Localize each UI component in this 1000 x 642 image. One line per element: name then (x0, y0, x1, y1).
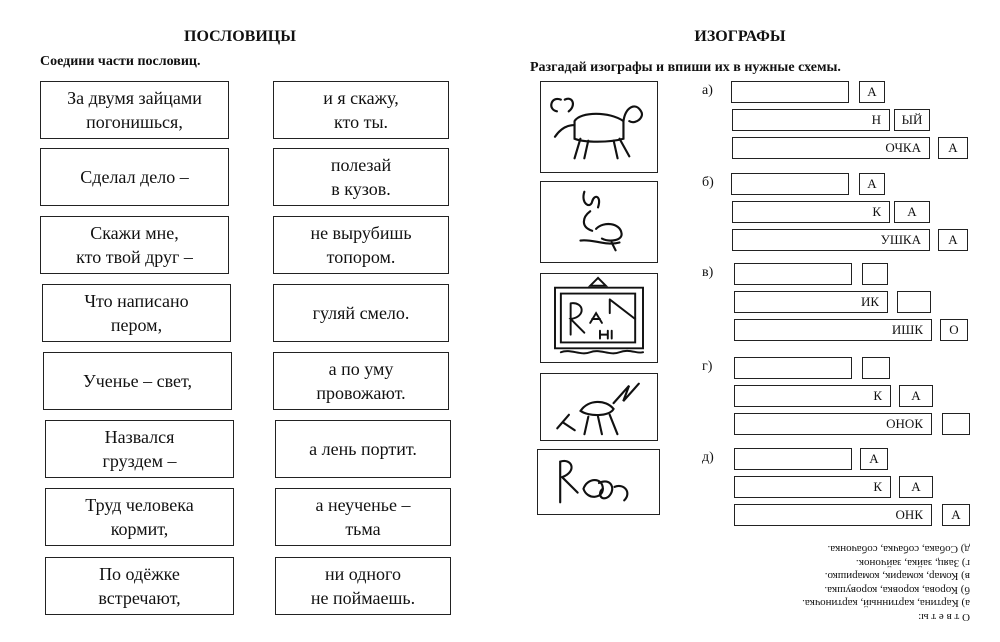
proverb-line: не вырубишь (310, 223, 412, 243)
isograph-letter-cell[interactable]: А (899, 385, 933, 407)
proverb-line: кормит, (110, 519, 169, 539)
isograph-answer-cell[interactable]: ИШК (734, 319, 932, 341)
proverb-right-part[interactable] (273, 216, 449, 274)
isograph-group-label: б) (702, 175, 714, 190)
proverb-line: гуляй смело. (312, 303, 410, 323)
hare-picture (540, 181, 658, 263)
proverb-right-part[interactable] (275, 557, 451, 615)
proverb-line: По одёжке (99, 564, 180, 584)
isograph-answer-cell[interactable]: К (734, 476, 891, 498)
proverb-line: пером, (110, 315, 163, 335)
isograph-letter-cell[interactable]: ЫЙ (894, 109, 930, 131)
proverb-left-part[interactable] (40, 148, 229, 206)
proverb-line: в кузов. (331, 179, 391, 199)
proverb-line: полезай (330, 155, 392, 175)
proverbs-instruction: Соедини части пословиц. (40, 54, 201, 69)
proverb-left-part[interactable] (40, 216, 229, 274)
isographs-title: ИЗОГРАФЫ (694, 28, 786, 45)
isograph-letter-cell[interactable]: А (938, 229, 968, 251)
proverb-line: погонишься, (86, 112, 183, 132)
proverb-left-part[interactable] (40, 81, 229, 139)
isograph-group-label: г) (702, 359, 713, 374)
proverb-right-part[interactable] (273, 284, 449, 342)
isograph-letter-cell[interactable]: А (859, 173, 885, 195)
proverb-line: кто твой друг – (76, 247, 193, 267)
isograph-answer-cell[interactable] (731, 81, 849, 103)
proverb-line: ни одного (325, 564, 401, 584)
proverb-line: а неученье – (315, 495, 411, 515)
proverb-right-part[interactable] (275, 488, 451, 546)
proverb-line: тьма (345, 519, 381, 539)
answer-line: б) Корова, коровка, коровушка. (824, 584, 970, 596)
answer-line: в) Комар, комарик, комаришко. (824, 570, 970, 583)
proverb-line: Скажи мне, (90, 223, 179, 243)
proverb-line: встречают, (98, 588, 181, 608)
proverb-line: Ученье – свет, (82, 371, 192, 391)
isograph-letter-cell[interactable] (897, 291, 931, 313)
proverb-right-part[interactable] (273, 81, 449, 139)
isograph-group-label: а) (702, 83, 713, 98)
isograph-answer-cell[interactable] (731, 173, 849, 195)
isograph-answer-cell[interactable] (734, 357, 852, 379)
isograph-answer-cell[interactable]: УШКА (732, 229, 930, 251)
answer-line: г) Заяц, зайка, зайчонок. (855, 557, 970, 569)
isograph-answer-cell[interactable]: Н (732, 109, 890, 131)
proverb-line: Что написано (84, 291, 189, 311)
mosquito-picture (540, 373, 658, 441)
proverb-left-part[interactable] (45, 420, 234, 478)
isograph-letter-cell[interactable]: А (859, 81, 885, 103)
dog-picture (540, 81, 658, 173)
proverb-left-part[interactable] (43, 352, 232, 410)
answer-line: д) Собака, собачка, собачонка. (827, 543, 970, 556)
isograph-letter-cell[interactable]: А (894, 201, 930, 223)
isograph-group-label: д) (702, 450, 714, 465)
isograph-answer-cell[interactable]: К (734, 385, 891, 407)
proverb-line: и я скажу, (323, 88, 399, 108)
proverb-line: топором. (326, 247, 396, 267)
isographs-instruction: Разгадай изографы и впиши их в нужные схемы. (530, 60, 841, 75)
proverb-line: а лень портит. (309, 439, 417, 459)
isograph-letter-cell[interactable]: А (860, 448, 888, 470)
isograph-letter-cell[interactable] (862, 357, 890, 379)
painting-picture (540, 273, 658, 363)
answer-line: а) Картина, картинный, картиночка. (802, 597, 970, 610)
isograph-letter-cell[interactable] (942, 413, 970, 435)
isograph-answer-cell[interactable]: ОЧКА (732, 137, 930, 159)
proverb-right-part[interactable] (273, 352, 449, 410)
proverb-line: провожают. (316, 383, 406, 403)
proverb-line: Назвался (104, 427, 175, 447)
isograph-group-label: в) (702, 265, 714, 280)
proverb-left-part[interactable] (45, 557, 234, 615)
isograph-answer-cell[interactable]: ОНОК (734, 413, 932, 435)
isograph-letter-cell[interactable] (862, 263, 888, 285)
answer-key-heading: О т в е т ы: (918, 611, 970, 623)
isograph-letter-cell[interactable]: А (899, 476, 933, 498)
isograph-answer-cell[interactable]: ИК (734, 291, 888, 313)
isograph-letter-cell[interactable]: А (938, 137, 968, 159)
proverb-left-part[interactable] (42, 284, 231, 342)
cow-picture (537, 449, 660, 515)
isograph-answer-cell[interactable] (734, 448, 852, 470)
proverb-line: Труд человека (85, 495, 194, 515)
isograph-answer-cell[interactable]: К (732, 201, 890, 223)
isograph-letter-cell[interactable]: О (940, 319, 968, 341)
isograph-answer-cell[interactable] (734, 263, 852, 285)
proverbs-title: ПОСЛОВИЦЫ (184, 28, 296, 45)
proverb-line: За двумя зайцами (67, 88, 202, 108)
answer-key (730, 542, 970, 623)
proverb-line: Сделал дело – (80, 167, 189, 187)
isograph-answer-cell[interactable]: ОНК (734, 504, 932, 526)
proverb-left-part[interactable] (45, 488, 234, 546)
isograph-letter-cell[interactable]: А (942, 504, 970, 526)
proverb-right-part[interactable] (273, 148, 449, 206)
proverb-line: груздем – (102, 451, 177, 471)
proverb-line: кто ты. (333, 112, 389, 132)
proverb-right-part[interactable] (275, 420, 451, 478)
proverb-line: не поймаешь. (310, 588, 416, 608)
proverb-line: а по уму (328, 359, 394, 379)
